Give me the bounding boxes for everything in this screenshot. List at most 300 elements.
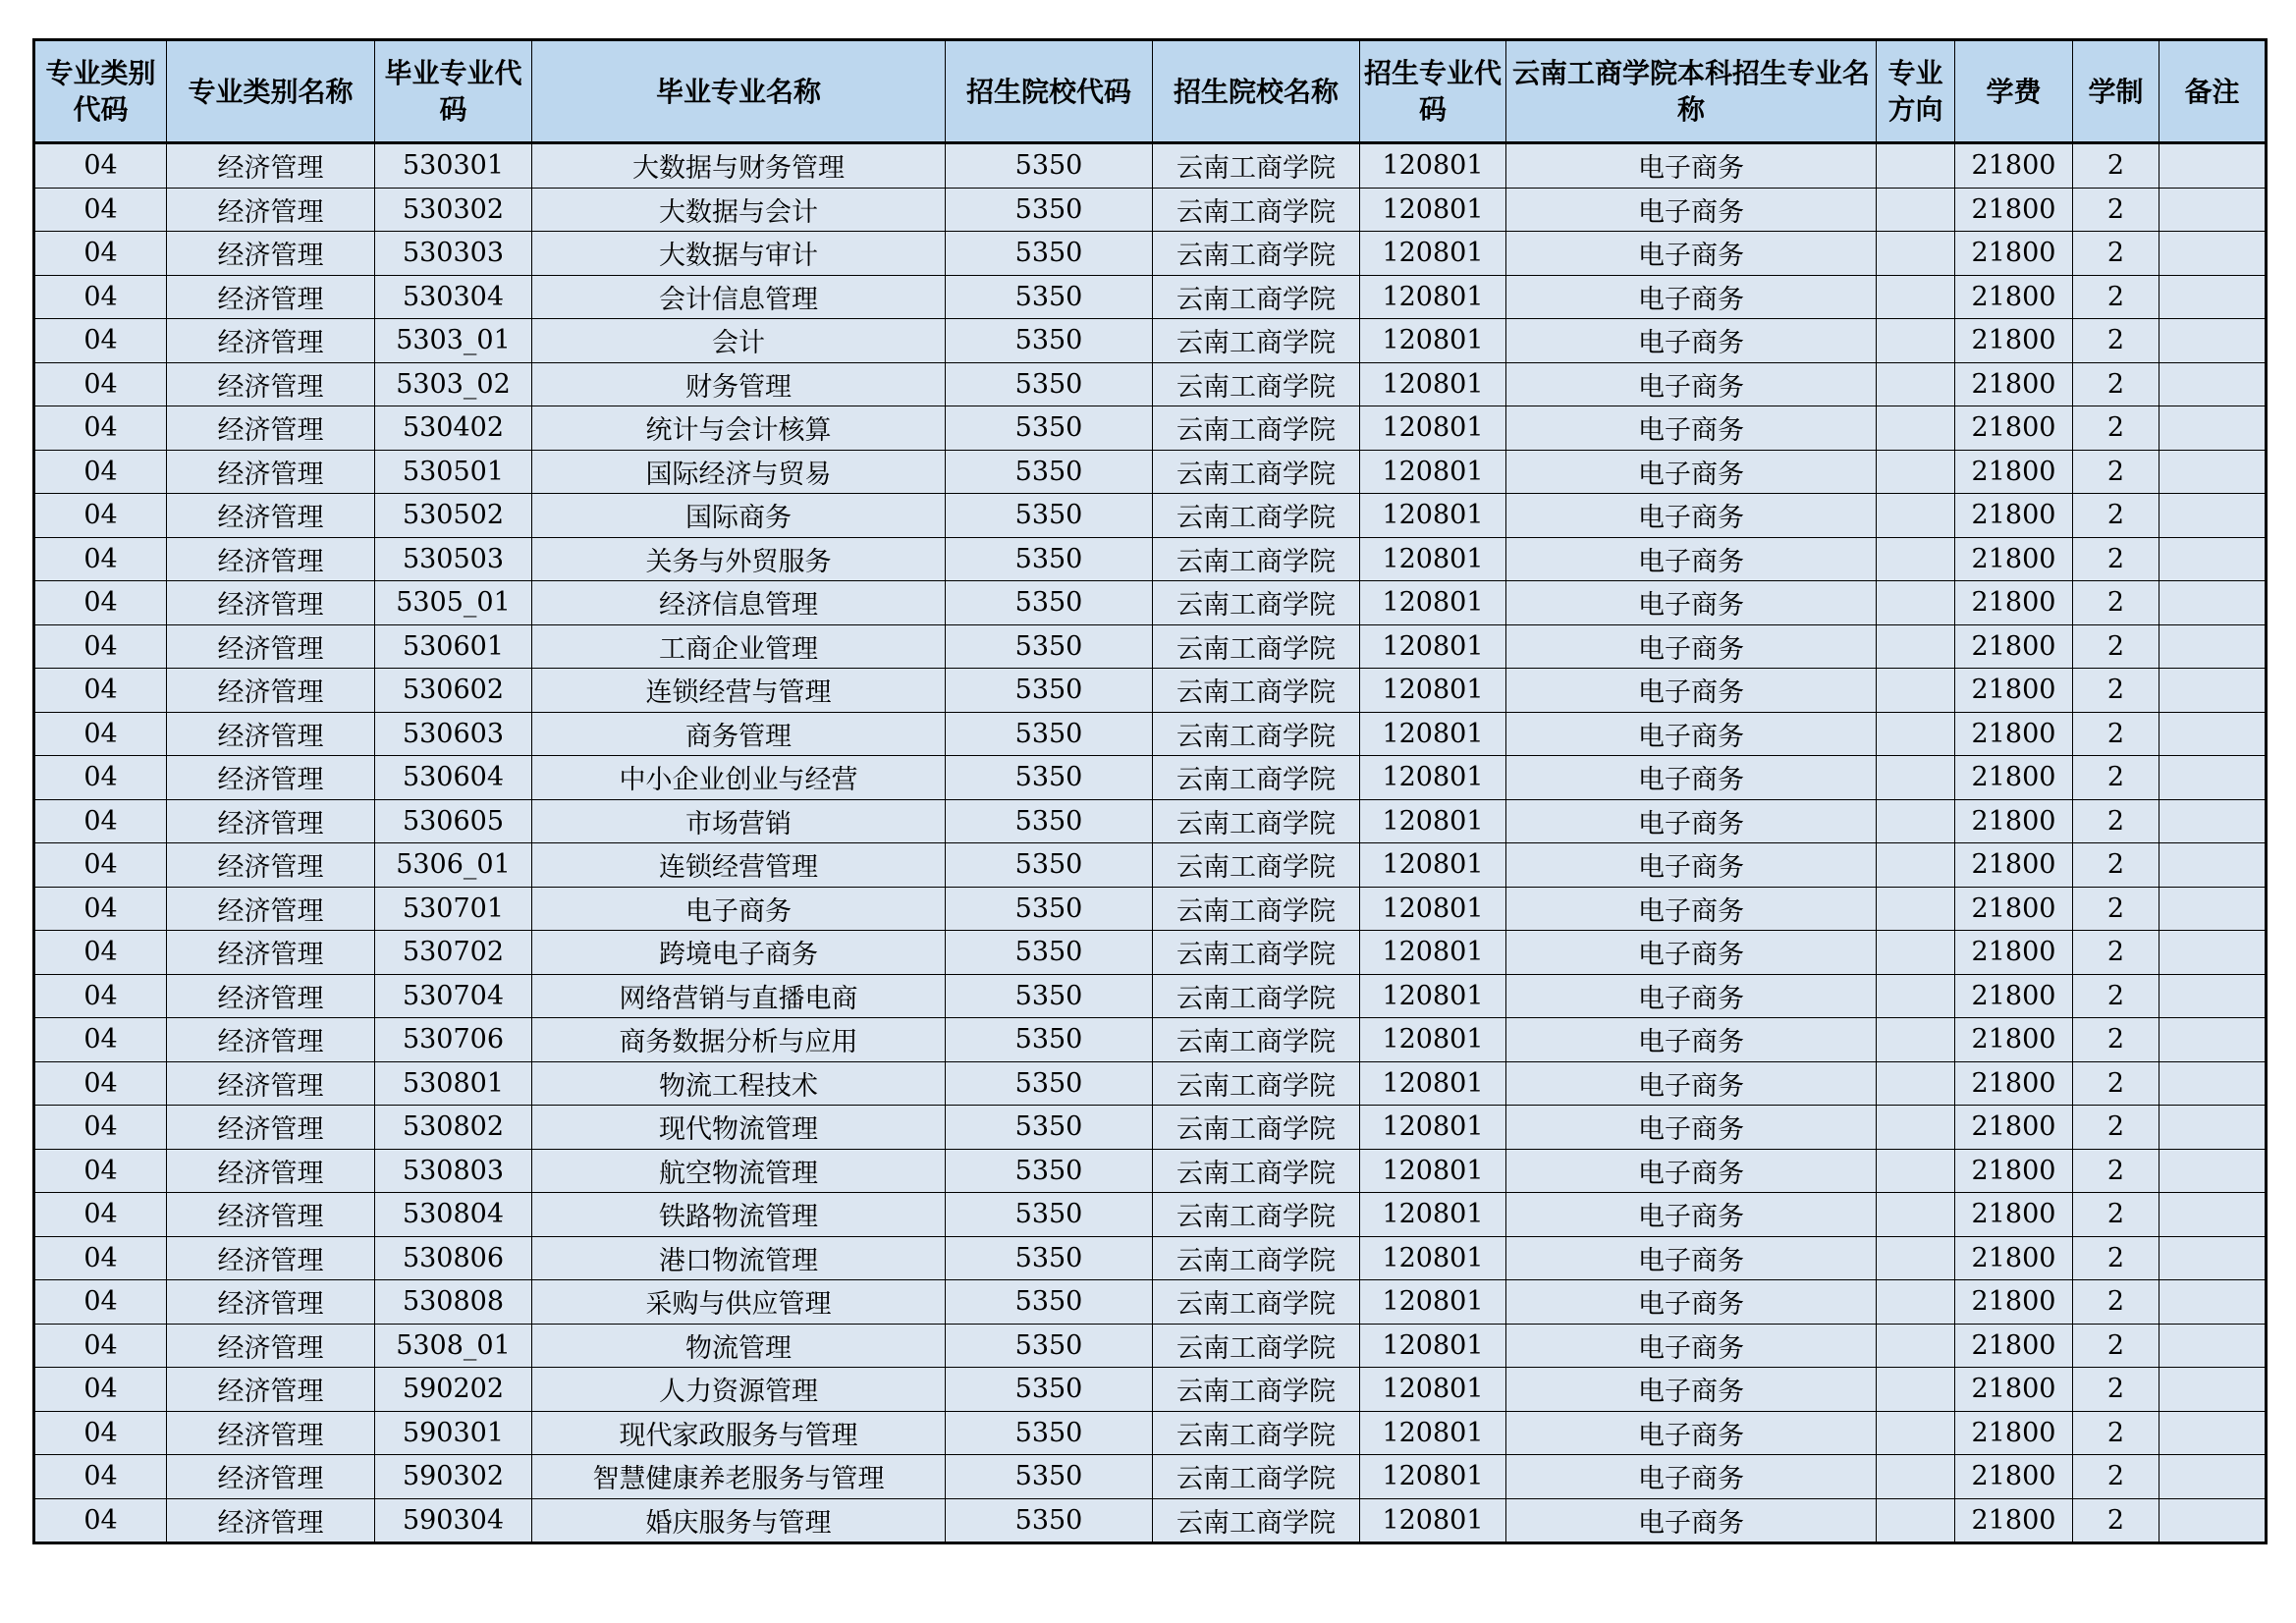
cell-notes (2159, 143, 2267, 189)
cell-graduate-major-name: 人力资源管理 (532, 1368, 946, 1412)
cell-notes (2159, 624, 2267, 669)
cell-notes (2159, 1106, 2267, 1150)
cell-category-code: 04 (34, 624, 167, 669)
cell-enroll-major-name: 电子商务 (1506, 669, 1877, 713)
cell-graduate-major-name: 智慧健康养老服务与管理 (532, 1455, 946, 1499)
cell-category-name: 经济管理 (167, 406, 375, 451)
cell-enroll-major-code: 120801 (1360, 1193, 1506, 1237)
cell-graduate-major-code: 530301 (375, 143, 532, 189)
cell-tuition: 21800 (1955, 319, 2073, 363)
cell-category-name: 经济管理 (167, 1236, 375, 1280)
cell-direction (1877, 1280, 1955, 1325)
col-header-school-name: 招生院校名称 (1153, 40, 1360, 143)
cell-school-name: 云南工商学院 (1153, 406, 1360, 451)
cell-enroll-major-code: 120801 (1360, 799, 1506, 843)
cell-tuition: 21800 (1955, 362, 2073, 406)
cell-direction (1877, 887, 1955, 931)
cell-enroll-major-name: 电子商务 (1506, 406, 1877, 451)
cell-enroll-major-code: 120801 (1360, 756, 1506, 800)
cell-graduate-major-name: 会计 (532, 319, 946, 363)
table-row (34, 319, 2267, 363)
cell-category-name: 经济管理 (167, 537, 375, 581)
cell-duration: 2 (2073, 319, 2159, 363)
cell-graduate-major-code: 530802 (375, 1106, 532, 1150)
cell-notes (2159, 931, 2267, 975)
cell-tuition: 21800 (1955, 1280, 2073, 1325)
cell-school-code: 5350 (946, 624, 1153, 669)
cell-category-name: 经济管理 (167, 712, 375, 756)
table-row (34, 232, 2267, 276)
cell-school-code: 5350 (946, 1018, 1153, 1062)
table-row (34, 1149, 2267, 1193)
cell-graduate-major-code: 530702 (375, 931, 532, 975)
cell-graduate-major-name: 连锁经营管理 (532, 843, 946, 888)
table-row (34, 1411, 2267, 1455)
cell-enroll-major-code: 120801 (1360, 362, 1506, 406)
cell-direction (1877, 319, 1955, 363)
table-row (34, 188, 2267, 232)
col-header-direction: 专业方向 (1877, 40, 1955, 143)
cell-school-name: 云南工商学院 (1153, 1236, 1360, 1280)
cell-category-code: 04 (34, 362, 167, 406)
cell-tuition: 21800 (1955, 1368, 2073, 1412)
cell-tuition: 21800 (1955, 843, 2073, 888)
cell-graduate-major-name: 国际商务 (532, 494, 946, 538)
col-header-school-code: 招生院校代码 (946, 40, 1153, 143)
cell-school-name: 云南工商学院 (1153, 1018, 1360, 1062)
cell-enroll-major-code: 120801 (1360, 188, 1506, 232)
cell-direction (1877, 1498, 1955, 1543)
cell-category-name: 经济管理 (167, 1106, 375, 1150)
cell-duration: 2 (2073, 887, 2159, 931)
cell-school-name: 云南工商学院 (1153, 887, 1360, 931)
cell-tuition: 21800 (1955, 624, 2073, 669)
cell-direction (1877, 756, 1955, 800)
cell-category-code: 04 (34, 1193, 167, 1237)
cell-notes (2159, 1455, 2267, 1499)
cell-school-name: 云南工商学院 (1153, 581, 1360, 625)
cell-duration: 2 (2073, 669, 2159, 713)
cell-enroll-major-name: 电子商务 (1506, 712, 1877, 756)
cell-category-name: 经济管理 (167, 669, 375, 713)
cell-enroll-major-code: 120801 (1360, 537, 1506, 581)
cell-enroll-major-code: 120801 (1360, 319, 1506, 363)
cell-tuition: 21800 (1955, 1106, 2073, 1150)
table-body (34, 143, 2267, 1543)
cell-graduate-major-name: 跨境电子商务 (532, 931, 946, 975)
cell-category-code: 04 (34, 669, 167, 713)
cell-graduate-major-name: 商务数据分析与应用 (532, 1018, 946, 1062)
table-row (34, 275, 2267, 319)
cell-school-code: 5350 (946, 1455, 1153, 1499)
cell-school-code: 5350 (946, 1280, 1153, 1325)
cell-direction (1877, 1018, 1955, 1062)
cell-enroll-major-name: 电子商务 (1506, 275, 1877, 319)
cell-school-code: 5350 (946, 319, 1153, 363)
cell-notes (2159, 188, 2267, 232)
cell-direction (1877, 1193, 1955, 1237)
cell-category-name: 经济管理 (167, 1149, 375, 1193)
cell-category-name: 经济管理 (167, 362, 375, 406)
cell-enroll-major-code: 120801 (1360, 1280, 1506, 1325)
cell-notes (2159, 319, 2267, 363)
cell-category-name: 经济管理 (167, 188, 375, 232)
cell-enroll-major-code: 120801 (1360, 843, 1506, 888)
cell-enroll-major-name: 电子商务 (1506, 1455, 1877, 1499)
cell-school-code: 5350 (946, 799, 1153, 843)
cell-school-code: 5350 (946, 887, 1153, 931)
cell-direction (1877, 1106, 1955, 1150)
cell-category-code: 04 (34, 188, 167, 232)
cell-category-name: 经济管理 (167, 931, 375, 975)
cell-direction (1877, 232, 1955, 276)
cell-tuition: 21800 (1955, 406, 2073, 451)
cell-tuition: 21800 (1955, 1498, 2073, 1543)
table-row (34, 624, 2267, 669)
cell-category-name: 经济管理 (167, 1061, 375, 1106)
cell-category-code: 04 (34, 494, 167, 538)
cell-duration: 2 (2073, 974, 2159, 1018)
cell-enroll-major-name: 电子商务 (1506, 494, 1877, 538)
cell-graduate-major-code: 530604 (375, 756, 532, 800)
cell-enroll-major-name: 电子商务 (1506, 1411, 1877, 1455)
cell-enroll-major-name: 电子商务 (1506, 756, 1877, 800)
cell-category-code: 04 (34, 1061, 167, 1106)
cell-graduate-major-code: 530304 (375, 275, 532, 319)
cell-enroll-major-code: 120801 (1360, 406, 1506, 451)
cell-duration: 2 (2073, 1368, 2159, 1412)
cell-graduate-major-code: 530601 (375, 624, 532, 669)
cell-tuition: 21800 (1955, 1324, 2073, 1368)
cell-enroll-major-code: 120801 (1360, 974, 1506, 1018)
cell-graduate-major-code: 530706 (375, 1018, 532, 1062)
cell-category-code: 04 (34, 931, 167, 975)
cell-direction (1877, 581, 1955, 625)
cell-graduate-major-name: 现代物流管理 (532, 1106, 946, 1150)
cell-duration: 2 (2073, 450, 2159, 494)
cell-school-code: 5350 (946, 1106, 1153, 1150)
cell-graduate-major-name: 经济信息管理 (532, 581, 946, 625)
cell-enroll-major-name: 电子商务 (1506, 887, 1877, 931)
cell-graduate-major-name: 物流管理 (532, 1324, 946, 1368)
cell-category-code: 04 (34, 275, 167, 319)
cell-enroll-major-code: 120801 (1360, 1411, 1506, 1455)
cell-notes (2159, 843, 2267, 888)
cell-graduate-major-name: 物流工程技术 (532, 1061, 946, 1106)
cell-category-name: 经济管理 (167, 581, 375, 625)
cell-enroll-major-name: 电子商务 (1506, 1061, 1877, 1106)
cell-enroll-major-code: 120801 (1360, 1324, 1506, 1368)
cell-graduate-major-name: 商务管理 (532, 712, 946, 756)
table-row (34, 1061, 2267, 1106)
cell-school-name: 云南工商学院 (1153, 319, 1360, 363)
cell-school-name: 云南工商学院 (1153, 1280, 1360, 1325)
cell-direction (1877, 843, 1955, 888)
col-header-graduate-major-name: 毕业专业名称 (532, 40, 946, 143)
cell-enroll-major-code: 120801 (1360, 494, 1506, 538)
cell-duration: 2 (2073, 494, 2159, 538)
cell-category-name: 经济管理 (167, 494, 375, 538)
col-header-duration: 学制 (2073, 40, 2159, 143)
cell-notes (2159, 1061, 2267, 1106)
cell-graduate-major-code: 530603 (375, 712, 532, 756)
cell-notes (2159, 799, 2267, 843)
cell-direction (1877, 450, 1955, 494)
cell-school-code: 5350 (946, 581, 1153, 625)
cell-category-name: 经济管理 (167, 843, 375, 888)
cell-notes (2159, 1411, 2267, 1455)
table-row (34, 362, 2267, 406)
cell-school-name: 云南工商学院 (1153, 974, 1360, 1018)
cell-enroll-major-code: 120801 (1360, 450, 1506, 494)
cell-category-code: 04 (34, 1106, 167, 1150)
cell-graduate-major-code: 5308_01 (375, 1324, 532, 1368)
cell-school-code: 5350 (946, 974, 1153, 1018)
cell-category-code: 04 (34, 887, 167, 931)
cell-school-name: 云南工商学院 (1153, 188, 1360, 232)
cell-notes (2159, 1368, 2267, 1412)
cell-duration: 2 (2073, 406, 2159, 451)
cell-graduate-major-name: 国际经济与贸易 (532, 450, 946, 494)
cell-tuition: 21800 (1955, 537, 2073, 581)
cell-school-name: 云南工商学院 (1153, 1193, 1360, 1237)
cell-school-name: 云南工商学院 (1153, 1368, 1360, 1412)
cell-tuition: 21800 (1955, 669, 2073, 713)
cell-tuition: 21800 (1955, 1455, 2073, 1499)
cell-notes (2159, 450, 2267, 494)
col-header-enroll-major-name: 云南工商学院本科招生专业名称 (1506, 40, 1877, 143)
cell-category-name: 经济管理 (167, 319, 375, 363)
cell-duration: 2 (2073, 1061, 2159, 1106)
table-row (34, 1193, 2267, 1237)
cell-graduate-major-code: 530803 (375, 1149, 532, 1193)
cell-enroll-major-name: 电子商务 (1506, 799, 1877, 843)
col-header-tuition: 学费 (1955, 40, 2073, 143)
cell-category-code: 04 (34, 712, 167, 756)
cell-category-code: 04 (34, 1455, 167, 1499)
cell-graduate-major-name: 市场营销 (532, 799, 946, 843)
cell-category-name: 经济管理 (167, 1018, 375, 1062)
cell-duration: 2 (2073, 799, 2159, 843)
cell-direction (1877, 1368, 1955, 1412)
cell-notes (2159, 1236, 2267, 1280)
table-row (34, 712, 2267, 756)
cell-enroll-major-name: 电子商务 (1506, 362, 1877, 406)
table-row (34, 1455, 2267, 1499)
cell-school-code: 5350 (946, 1236, 1153, 1280)
cell-graduate-major-code: 530808 (375, 1280, 532, 1325)
cell-tuition: 21800 (1955, 887, 2073, 931)
cell-graduate-major-name: 港口物流管理 (532, 1236, 946, 1280)
cell-school-code: 5350 (946, 406, 1153, 451)
cell-category-name: 经济管理 (167, 756, 375, 800)
cell-enroll-major-code: 120801 (1360, 143, 1506, 189)
cell-notes (2159, 887, 2267, 931)
cell-school-name: 云南工商学院 (1153, 799, 1360, 843)
cell-notes (2159, 275, 2267, 319)
cell-notes (2159, 1149, 2267, 1193)
cell-graduate-major-code: 5303_02 (375, 362, 532, 406)
cell-category-name: 经济管理 (167, 450, 375, 494)
cell-graduate-major-name: 财务管理 (532, 362, 946, 406)
cell-school-name: 云南工商学院 (1153, 494, 1360, 538)
cell-enroll-major-code: 120801 (1360, 1498, 1506, 1543)
cell-category-name: 经济管理 (167, 1368, 375, 1412)
cell-direction (1877, 1061, 1955, 1106)
cell-graduate-major-code: 530605 (375, 799, 532, 843)
cell-duration: 2 (2073, 1324, 2159, 1368)
table-row (34, 843, 2267, 888)
cell-duration: 2 (2073, 232, 2159, 276)
cell-enroll-major-name: 电子商务 (1506, 1018, 1877, 1062)
cell-tuition: 21800 (1955, 1411, 2073, 1455)
cell-tuition: 21800 (1955, 450, 2073, 494)
cell-category-name: 经济管理 (167, 1280, 375, 1325)
col-header-graduate-major-code: 毕业专业代码 (375, 40, 532, 143)
cell-school-code: 5350 (946, 1498, 1153, 1543)
cell-enroll-major-code: 120801 (1360, 931, 1506, 975)
cell-graduate-major-name: 航空物流管理 (532, 1149, 946, 1193)
cell-category-code: 04 (34, 843, 167, 888)
cell-category-code: 04 (34, 1280, 167, 1325)
cell-category-name: 经济管理 (167, 143, 375, 189)
cell-enroll-major-name: 电子商务 (1506, 1236, 1877, 1280)
cell-direction (1877, 624, 1955, 669)
cell-school-code: 5350 (946, 275, 1153, 319)
cell-graduate-major-code: 530602 (375, 669, 532, 713)
cell-school-name: 云南工商学院 (1153, 1106, 1360, 1150)
cell-notes (2159, 1193, 2267, 1237)
cell-duration: 2 (2073, 1193, 2159, 1237)
cell-graduate-major-code: 530302 (375, 188, 532, 232)
cell-school-code: 5350 (946, 843, 1153, 888)
cell-school-name: 云南工商学院 (1153, 362, 1360, 406)
cell-enroll-major-name: 电子商务 (1506, 1498, 1877, 1543)
cell-enroll-major-name: 电子商务 (1506, 143, 1877, 189)
cell-graduate-major-name: 大数据与会计 (532, 188, 946, 232)
cell-notes (2159, 974, 2267, 1018)
cell-direction (1877, 799, 1955, 843)
cell-duration: 2 (2073, 275, 2159, 319)
cell-tuition: 21800 (1955, 974, 2073, 1018)
cell-school-code: 5350 (946, 756, 1153, 800)
cell-graduate-major-code: 530303 (375, 232, 532, 276)
col-header-enroll-major-code: 招生专业代码 (1360, 40, 1506, 143)
cell-enroll-major-name: 电子商务 (1506, 537, 1877, 581)
cell-category-code: 04 (34, 1368, 167, 1412)
cell-graduate-major-code: 590304 (375, 1498, 532, 1543)
cell-category-code: 04 (34, 1411, 167, 1455)
cell-enroll-major-name: 电子商务 (1506, 843, 1877, 888)
cell-direction (1877, 1411, 1955, 1455)
cell-duration: 2 (2073, 624, 2159, 669)
cell-graduate-major-code: 530701 (375, 887, 532, 931)
cell-graduate-major-code: 530502 (375, 494, 532, 538)
cell-enroll-major-name: 电子商务 (1506, 188, 1877, 232)
cell-tuition: 21800 (1955, 494, 2073, 538)
cell-school-code: 5350 (946, 188, 1153, 232)
cell-school-name: 云南工商学院 (1153, 1455, 1360, 1499)
cell-graduate-major-code: 530804 (375, 1193, 532, 1237)
cell-enroll-major-name: 电子商务 (1506, 1149, 1877, 1193)
col-header-category-name: 专业类别名称 (167, 40, 375, 143)
cell-notes (2159, 494, 2267, 538)
cell-graduate-major-name: 中小企业创业与经营 (532, 756, 946, 800)
cell-school-code: 5350 (946, 537, 1153, 581)
cell-category-name: 经济管理 (167, 624, 375, 669)
cell-graduate-major-name: 采购与供应管理 (532, 1280, 946, 1325)
table-row (34, 581, 2267, 625)
cell-enroll-major-code: 120801 (1360, 624, 1506, 669)
table-row (34, 1018, 2267, 1062)
table-row (34, 1324, 2267, 1368)
cell-category-code: 04 (34, 756, 167, 800)
table-row (34, 494, 2267, 538)
cell-tuition: 21800 (1955, 799, 2073, 843)
cell-school-code: 5350 (946, 1368, 1153, 1412)
cell-tuition: 21800 (1955, 1061, 2073, 1106)
cell-duration: 2 (2073, 931, 2159, 975)
cell-graduate-major-code: 590202 (375, 1368, 532, 1412)
cell-school-code: 5350 (946, 669, 1153, 713)
cell-duration: 2 (2073, 712, 2159, 756)
cell-school-name: 云南工商学院 (1153, 712, 1360, 756)
cell-tuition: 21800 (1955, 581, 2073, 625)
cell-enroll-major-name: 电子商务 (1506, 581, 1877, 625)
cell-enroll-major-code: 120801 (1360, 1061, 1506, 1106)
cell-category-name: 经济管理 (167, 887, 375, 931)
cell-graduate-major-code: 530501 (375, 450, 532, 494)
cell-school-name: 云南工商学院 (1153, 537, 1360, 581)
cell-direction (1877, 275, 1955, 319)
header-row (34, 40, 2267, 143)
cell-duration: 2 (2073, 1411, 2159, 1455)
cell-tuition: 21800 (1955, 1236, 2073, 1280)
cell-graduate-major-code: 530503 (375, 537, 532, 581)
cell-graduate-major-name: 现代家政服务与管理 (532, 1411, 946, 1455)
cell-enroll-major-name: 电子商务 (1506, 319, 1877, 363)
cell-school-code: 5350 (946, 712, 1153, 756)
cell-enroll-major-name: 电子商务 (1506, 931, 1877, 975)
table-row (34, 406, 2267, 451)
cell-school-code: 5350 (946, 1061, 1153, 1106)
cell-school-name: 云南工商学院 (1153, 931, 1360, 975)
cell-graduate-major-code: 530806 (375, 1236, 532, 1280)
cell-duration: 2 (2073, 1106, 2159, 1150)
cell-enroll-major-code: 120801 (1360, 669, 1506, 713)
cell-graduate-major-code: 530801 (375, 1061, 532, 1106)
table-row (34, 887, 2267, 931)
cell-direction (1877, 974, 1955, 1018)
cell-enroll-major-code: 120801 (1360, 1149, 1506, 1193)
cell-notes (2159, 362, 2267, 406)
col-header-notes: 备注 (2159, 40, 2267, 143)
table-row (34, 756, 2267, 800)
cell-direction (1877, 362, 1955, 406)
cell-direction (1877, 1455, 1955, 1499)
cell-notes (2159, 1324, 2267, 1368)
cell-enroll-major-name: 电子商务 (1506, 450, 1877, 494)
cell-graduate-major-code: 530402 (375, 406, 532, 451)
cell-category-name: 经济管理 (167, 974, 375, 1018)
cell-school-code: 5350 (946, 1411, 1153, 1455)
cell-school-name: 云南工商学院 (1153, 756, 1360, 800)
cell-duration: 2 (2073, 1455, 2159, 1499)
cell-school-code: 5350 (946, 1149, 1153, 1193)
cell-enroll-major-name: 电子商务 (1506, 1280, 1877, 1325)
table-row (34, 143, 2267, 189)
cell-graduate-major-code: 590302 (375, 1455, 532, 1499)
